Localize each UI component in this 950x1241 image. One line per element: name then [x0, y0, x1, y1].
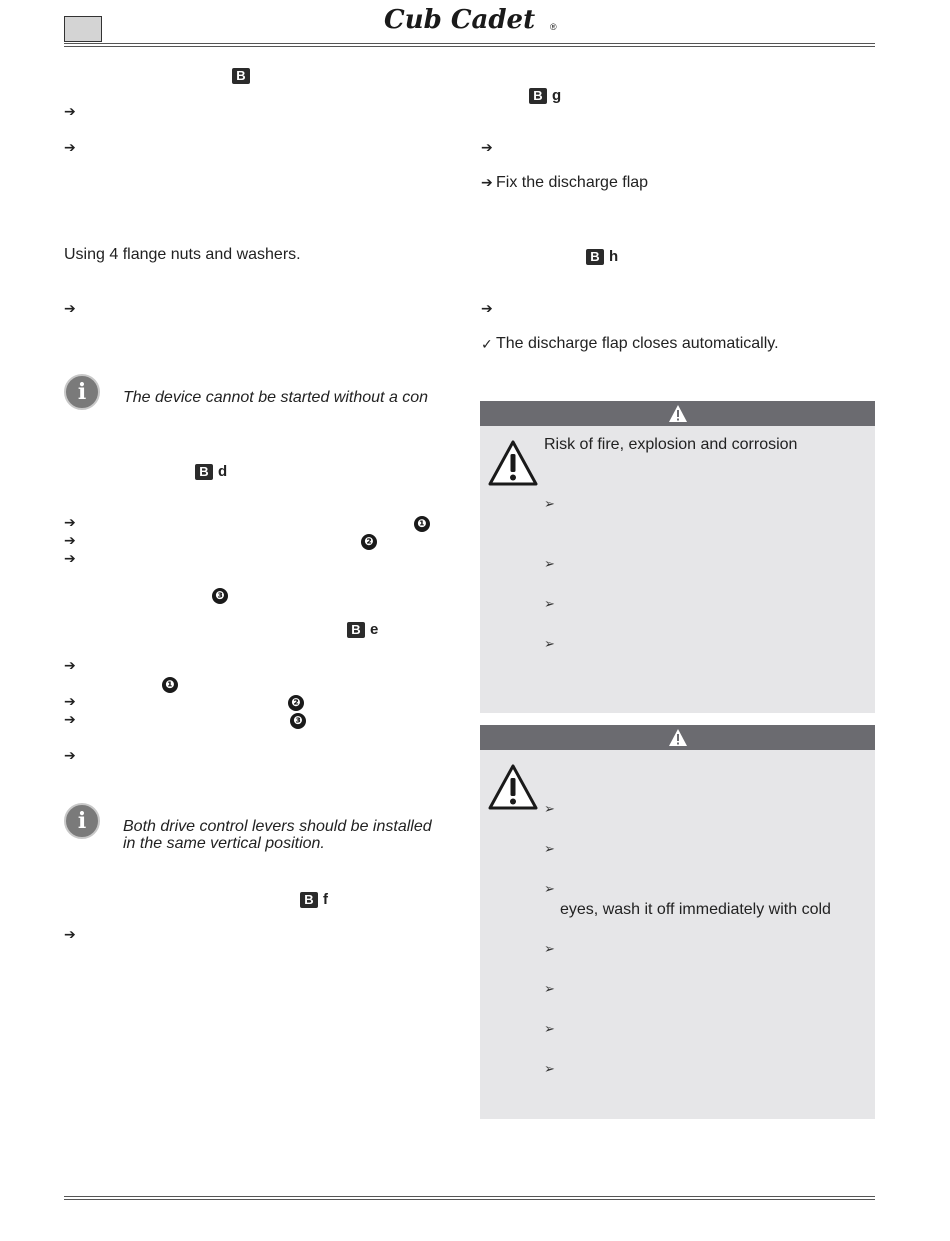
flange-nuts-text: Using 4 flange nuts and washers.	[64, 246, 301, 263]
step-arrow-icon: ➔	[481, 175, 493, 191]
bullet-chevron-icon: ➢	[544, 557, 555, 572]
bullet-chevron-icon: ➢	[544, 637, 555, 652]
warning-box-battery	[480, 725, 875, 1119]
step-arrow-icon: ➔	[64, 712, 76, 728]
step-arrow-icon: ➔	[64, 927, 76, 943]
step-arrow-icon: ➔	[64, 104, 76, 120]
warning-fire-title: Risk of fire, explosion and corrosion	[544, 436, 798, 453]
section-letter: e	[370, 621, 379, 638]
bullet-chevron-icon: ➢	[544, 1062, 555, 1077]
logo-wordmark: Cub Cadet	[384, 5, 536, 35]
step-arrow-icon: ➔	[64, 658, 76, 674]
cub-cadet-logo	[384, 3, 564, 35]
section-letter: h	[609, 248, 619, 265]
step-arrow-icon: ➔	[64, 515, 76, 531]
note-device-start: The device cannot be started without a con	[123, 389, 429, 406]
callout-number: ❷	[361, 534, 377, 550]
header-rule-top	[64, 43, 875, 44]
fix-flap-text: Fix the discharge flap	[496, 174, 649, 191]
info-icon: i	[64, 374, 100, 410]
warning-eyes-text: eyes, wash it off immediately with cold	[560, 901, 831, 918]
bullet-chevron-icon: ➢	[544, 842, 555, 857]
section-letter: f	[323, 891, 328, 908]
step-arrow-icon: ➔	[481, 140, 493, 156]
section-letter: g	[552, 87, 562, 104]
bullet-chevron-icon: ➢	[544, 982, 555, 997]
callout-number: ❸	[290, 713, 306, 729]
bullet-chevron-icon: ➢	[544, 882, 555, 897]
step-arrow-icon: ➔	[64, 533, 76, 549]
section-badge: B	[232, 68, 250, 84]
info-icon: i	[64, 803, 100, 839]
warning-header	[480, 401, 875, 426]
callout-number: ❸	[212, 588, 228, 604]
cub-cadet-logo-graphic	[384, 3, 564, 35]
section-badge: B	[300, 892, 318, 908]
step-arrow-icon: ➔	[64, 694, 76, 710]
footer-rule-top	[64, 1196, 875, 1197]
bullet-chevron-icon: ➢	[544, 597, 555, 612]
section-badge: B	[195, 464, 213, 480]
check-icon: ✓	[481, 336, 493, 352]
bullet-chevron-icon: ➢	[544, 802, 555, 817]
bullet-chevron-icon: ➢	[544, 497, 555, 512]
section-badge: B	[347, 622, 365, 638]
flap-closes-text: The discharge flap closes automatically.	[496, 335, 779, 352]
callout-number: ❶	[162, 677, 178, 693]
footer-rule-bottom	[64, 1199, 875, 1200]
header-rule-bottom	[64, 46, 875, 47]
bullet-chevron-icon: ➢	[544, 1022, 555, 1037]
warning-box-fire	[480, 401, 875, 713]
warning-triangle-icon	[668, 404, 688, 423]
step-arrow-icon: ➔	[481, 301, 493, 317]
section-badge: B	[586, 249, 604, 265]
step-arrow-icon: ➔	[64, 140, 76, 156]
note-drive-levers-line1: Both drive control levers should be installed	[123, 818, 432, 835]
danger-triangle-icon	[487, 763, 539, 811]
bullet-chevron-icon: ➢	[544, 942, 555, 957]
callout-number: ❷	[288, 695, 304, 711]
page-number-box	[64, 16, 102, 42]
danger-triangle-icon	[487, 439, 539, 487]
warning-triangle-icon	[668, 728, 688, 747]
note-drive-levers-line2: in the same vertical position.	[123, 835, 325, 852]
logo-registered-mark: ®	[550, 22, 557, 32]
section-letter: d	[218, 463, 228, 480]
section-badge: B	[529, 88, 547, 104]
callout-number: ❶	[414, 516, 430, 532]
step-arrow-icon: ➔	[64, 301, 76, 317]
step-arrow-icon: ➔	[64, 551, 76, 567]
step-arrow-icon: ➔	[64, 748, 76, 764]
warning-header	[480, 725, 875, 750]
